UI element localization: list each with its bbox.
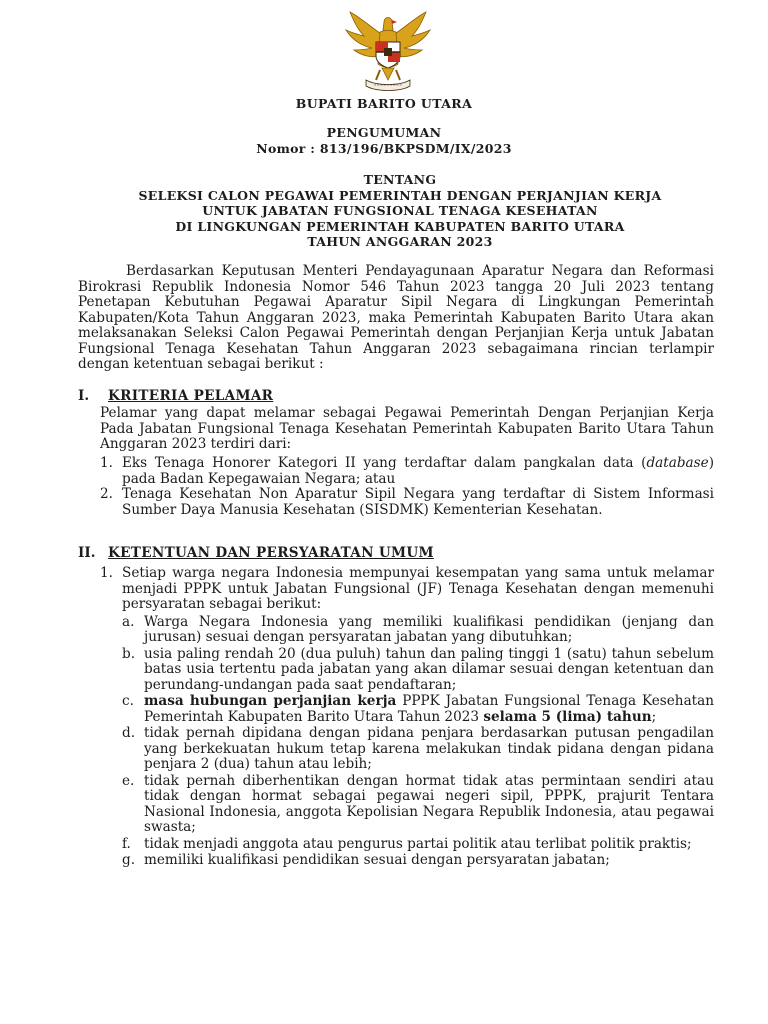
issuer-title: BUPATI BARITO UTARA [295, 96, 473, 111]
sublist-item [122, 693, 714, 725]
garuda-pancasila-emblem-icon [340, 8, 436, 94]
sublist-marker: g. [122, 852, 136, 868]
subject-line: UNTUK JABATAN FUNGSIONAL TENAGA KESEHATAN [202, 203, 598, 218]
subject-line: SELEKSI CALON PEGAWAI PEMERINTAH DENGAN PERJANJIAN KERJA [138, 187, 662, 203]
sublist-marker: d. [122, 725, 136, 741]
section-2-heading [78, 545, 434, 561]
subject-line: TENTANG [363, 172, 437, 187]
list-item-text: ) pada Badan Kepegawaian Negara; atau [122, 455, 714, 487]
section-number: I. [78, 388, 90, 404]
sublist-item-bold-text: selama 5 (lima) tahun [483, 708, 652, 725]
subject-line: TAHUN ANGGARAN 2023 [307, 234, 493, 249]
intro-paragraph: Berdasarkan Keputusan Menteri Pendayagunaan Aparatur Negara dan Reformasi Birokrasi Republik Indonesia Nomor 546 Tahun 2023 tangga 20 Juli 2023 tentang Penetapan Kebutuhan Pegawai Aparatur Sipil Negara di Lingkungan Pemerintah Kabupaten/Kota Tahun Anggaran 2023, maka Pemerintah Kabupaten Barito Utara akan melaksanakan Seleksi Calon Pegawai Pemerintah dengan Perjanjian Kerja untuk Jabatan Fungsional Tenaga Kesehatan Tahun Anggaran 2023 sebagaimana rincian terlampir dengan ketentuan sebagai berikut : [78, 263, 714, 372]
sublist-item-text: tidak pernah dipidana dengan pidana penjara berdasarkan putusan pengadilan yang berkekuatan hukum tetap karena melakukan tindak pidana dengan pidana penjara 2 (dua) tahun atau lebih; [144, 725, 714, 772]
section-title: KETENTUAN DAN PERSYARATAN UMUM [108, 545, 434, 561]
sublist-marker: b. [122, 645, 136, 662]
list-item-text: Setiap warga negara Indonesia mempunyai kesempatan yang sama untuk melamar menjadi PPPK untuk Jabatan Fungsional (JF) Tenaga Kesehatan dengan memenuhi persyaratan sebagai berikut: [122, 565, 714, 612]
section-1-body: Pelamar yang dapat melamar sebagai Pegawai Pemerintah Dengan Perjanjian Kerja Pada Jabatan Fungsional Tenaga Kesehatan Pemerintah Kabupaten Barito Utara Tahun Anggaran 2023 terdiri dari: [100, 405, 714, 452]
sublist-item [122, 725, 714, 773]
list-marker: 1. [100, 455, 113, 471]
sublist-item-text: tidak menjadi anggota atau pengurus partai politik atau terlibat politik praktis; [144, 835, 692, 852]
list-item [100, 455, 714, 487]
sublist-marker: a. [122, 613, 135, 630]
sublist-item-text: ; [651, 708, 657, 725]
sublist-marker: c. [122, 693, 134, 709]
requirements-sublist [122, 613, 714, 869]
document-type [0, 125, 768, 156]
list-item-text: Eks Tenaga Honorer Kategori II yang terdaftar dalam pangkalan data ( [122, 455, 647, 471]
sublist-item [122, 645, 714, 694]
general-requirements-list [100, 565, 714, 870]
section-number: II. [78, 545, 96, 561]
document-type-label: PENGUMUMAN [326, 125, 442, 140]
sublist-marker: e. [122, 772, 135, 789]
sublist-item [122, 835, 714, 853]
sublist-item-text: memiliki kualifikasi pendidikan sesuai dengan persyaratan jabatan; [144, 852, 610, 868]
subject-line: DI LINGKUNGAN PEMERINTAH KABUPATEN BARITO UTARA [175, 218, 625, 234]
sublist-item-text: Warga Negara Indonesia yang memiliki kualifikasi pendidikan (jenjang dan jurusan) sesuai dengan persyaratan jabatan yang dibutuhkan; [144, 613, 714, 645]
sublist-marker: f. [122, 835, 131, 852]
document-number: Nomor : 813/196/BKPSDM/IX/2023 [256, 140, 512, 156]
list-item [100, 565, 714, 869]
sublist-item-text: usia paling rendah 20 (dua puluh) tahun dan paling tinggi 1 (satu) tahun sebelum batas usia tertentu pada jabatan yang akan dilamar sesuai dengan ketentuan dan perundang-undangan pada saat pendaftaran; [144, 645, 714, 693]
section-title: KRITERIA PELAMAR [108, 388, 274, 404]
sublist-item-text: tidak pernah diberhentikan dengan hormat tidak atas permintaan sendiri atau tidak dengan hormat sebagai pegawai negeri sipil, PPPK, prajurit Tentara Nasional Indonesia, anggota Kepolisian Negara Republik Indonesia, atau pegawai swasta; [144, 772, 714, 835]
list-item-text: Tenaga Kesehatan Non Aparatur Sipil Negara yang terdaftar di Sistem Informasi Sumber Daya Manusia Kesehatan (SISDMK) Kementerian Kesehatan. [122, 486, 714, 518]
section-1-heading [78, 388, 273, 404]
list-item [100, 486, 714, 518]
applicant-criteria-list [100, 455, 714, 518]
document-subject [100, 172, 700, 250]
sublist-item [122, 772, 714, 836]
list-item-italic-text: database [646, 455, 709, 471]
list-marker: 2. [100, 486, 113, 502]
sublist-item [122, 852, 714, 869]
sublist-item [122, 613, 714, 646]
sublist-item-bold-text: masa hubungan perjanjian kerja [144, 693, 397, 709]
sublist-item-text: PPPK Jabatan Fungsional Tenaga Kesehatan Pemerintah Kabupaten Barito Utara Tahun 2023 [144, 693, 714, 725]
list-marker: 1. [100, 565, 113, 581]
